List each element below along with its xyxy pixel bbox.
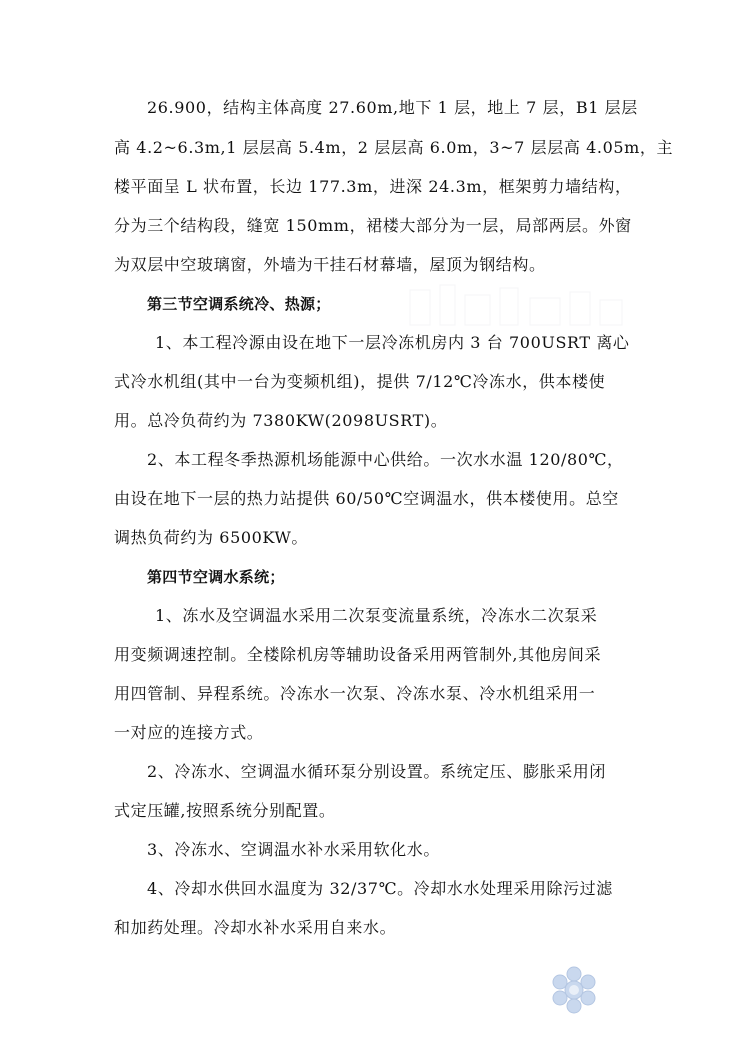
- intro-line-1: 26.900，结构主体高度 27.60m,地下 1 层，地上 7 层，B1 层层: [147, 98, 638, 117]
- section4-p1-line-4: 一对应的连接方式。: [114, 723, 264, 742]
- section3-p1-line-3: 用。总冷负荷约为 7380KW(2098USRT)。: [114, 411, 448, 430]
- intro-line-2: 高 4.2~6.3m,1 层层高 5.4m，2 层层高 6.0m，3~7 层层高 4.05m，主: [114, 138, 674, 157]
- section4-p2-line-2: 式定压罐,按照系统分别配置。: [114, 801, 336, 820]
- section4-p2-line-1: 2、冷冻水、空调温水循环泵分别设置。系统定压、膨胀采用闭: [147, 762, 606, 781]
- section3-p1-line-1: 1、本工程冷源由设在地下一层冷冻机房内 3 台 700USRT 离心: [155, 333, 630, 352]
- section3-p2-line-3: 调热负荷约为 6500KW。: [114, 528, 309, 547]
- section4-p1-line-3: 用四管制、异程系统。冷冻水一次泵、冷冻水泵、冷水机组采用一: [114, 684, 596, 703]
- section4-p1-line-2: 用变频调速控制。全楼除机房等辅助设备采用两管制外,其他房间采: [114, 645, 602, 664]
- section3-p2-line-1: 2、本工程冬季热源机场能源中心供给。一次水水温 120/80℃，: [147, 450, 624, 469]
- section3-p1-line-2: 式冷水机组(其中一台为变频机组)，提供 7/12℃冷冻水，供本楼使: [114, 372, 606, 391]
- section4-p3-line-1: 3、冷冻水、空调温水补水采用软化水。: [147, 840, 440, 859]
- intro-line-4: 分为三个结构段，缝宽 150mm，裙楼大部分为一层，局部两层。外窗: [114, 216, 632, 235]
- section4-p4-line-2: 和加药处理。冷却水补水采用自来水。: [114, 918, 397, 937]
- intro-line-5: 为双层中空玻璃窗，外墙为干挂石材幕墙，屋顶为钢结构。: [114, 255, 546, 274]
- section4-heading: 第四节空调水系统；: [147, 568, 285, 586]
- snowflake-logo-icon: [549, 965, 599, 1015]
- section3-heading: 第三节空调系统冷、热源；: [147, 295, 331, 313]
- faint-watermark-graphic: [400, 280, 630, 330]
- section4-p1-line-1: 1、冻水及空调温水采用二次泵变流量系统，冷冻水二次泵采: [155, 606, 598, 625]
- section3-p2-line-2: 由设在地下一层的热力站提供 60/50℃空调温水，供本楼使用。总空: [114, 489, 619, 508]
- intro-line-3: 楼平面呈 L 状布置，长边 177.3m，进深 24.3m，框架剪力墙结构，: [114, 177, 632, 196]
- section4-p4-line-1: 4、冷却水供回水温度为 32/37℃。冷却水水处理采用除污过滤: [147, 879, 613, 898]
